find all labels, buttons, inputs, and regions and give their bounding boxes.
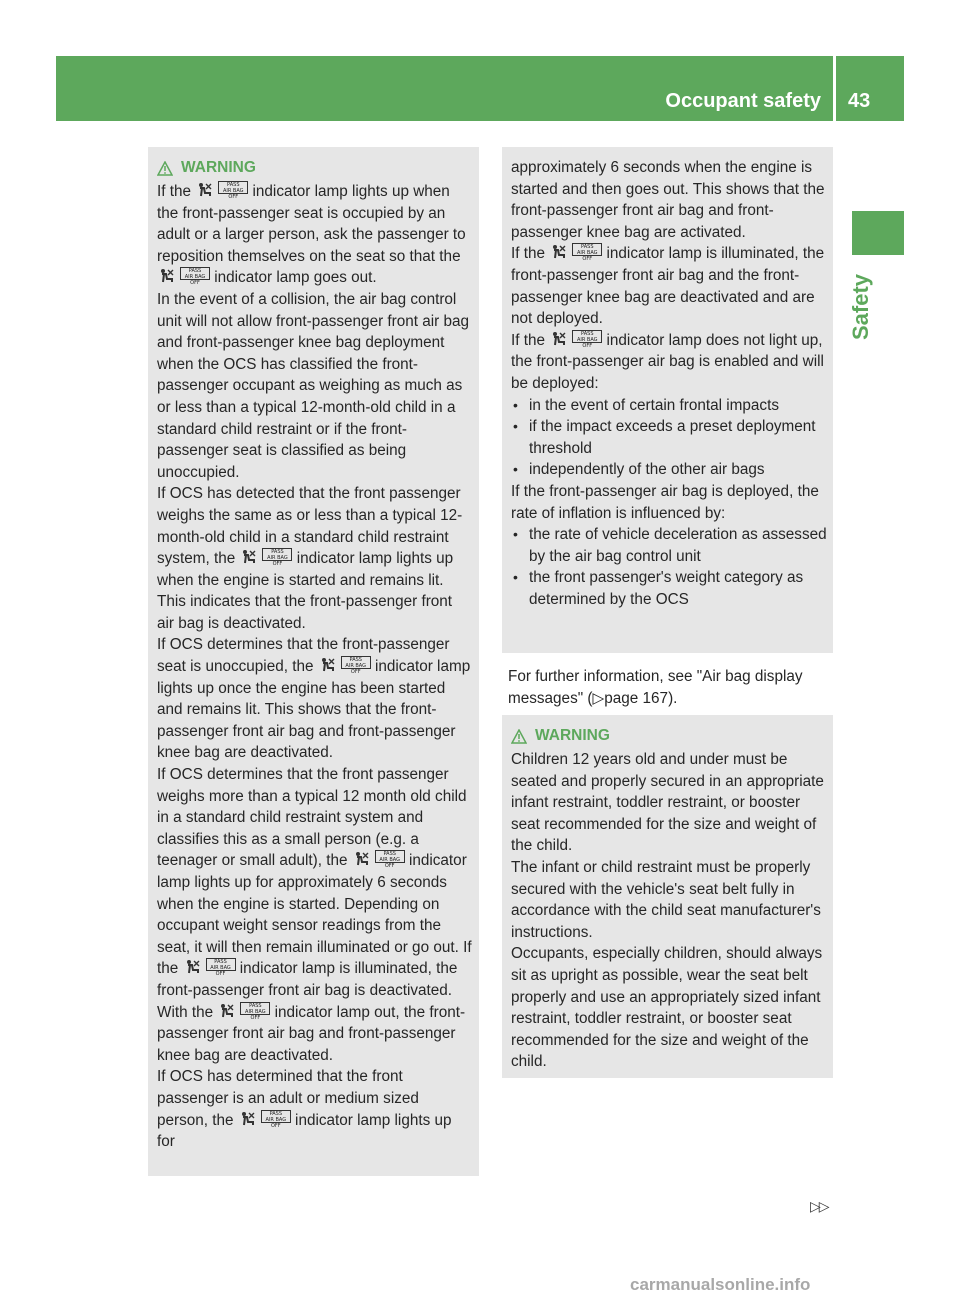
airbag-off-indicator-icon: PASS AIR BAG OFF (238, 1112, 291, 1129)
airbag-off-indicator-icon: PASS AIR BAG OFF (549, 245, 602, 262)
continue-arrows-icon: ▷▷ (810, 1198, 828, 1214)
warning-heading-text: WARNING (535, 727, 610, 744)
page-reference-link[interactable]: page 167). (604, 690, 678, 707)
paragraph: The infant or child restraint must be properly secured with the vehicle's seat belt fully in accordance with the child seat manufacturer's instructions. (511, 858, 821, 941)
page-number: 43 (848, 90, 871, 112)
paragraph: If the front-passenger air bag is deployed, the rate of inflation is influenced by: (511, 482, 819, 522)
header-bar (56, 56, 833, 121)
paragraph: If OCS determines that the front-passenger seat is unoccupied, the PASS AIR BAG OFF indicator lamp lights up once the engine has been started and remains lit. This shows that the front-passenger front air bag and front-passenger knee bag are deactivated. (157, 636, 471, 762)
warning-heading (511, 725, 827, 747)
paragraph: If OCS has determined that the front passenger is an adult or medium sized person, the PASS AIR BAG OFF indicator lamp lights up for (157, 1068, 452, 1151)
paragraph: If the PASS AIR BAG OFF indicator lamp is illuminated, the front-passenger front air bag and the front-passenger knee bag are deactivated and are not deployed. (511, 244, 825, 328)
page-ref-arrow-icon: ▷ (592, 690, 605, 707)
warning-panel-continued (502, 147, 833, 653)
paragraph: If OCS has detected that the front passenger weighs the same as or less than a typical 12-month-old child in a standard child restraint system, the PASS AIR BAG OFF indicator lamp lights up when the engine is started and remains lit. This indicates that the front-passenger front air bag is deactivated. (157, 485, 463, 632)
section-label: Safety (848, 273, 873, 340)
watermark: carmanualsonline.info (630, 1275, 811, 1294)
bullet-list (511, 395, 827, 481)
airbag-off-indicator-icon: PASS AIR BAG OFF (217, 1004, 270, 1021)
warning-triangle-icon (511, 729, 527, 744)
paragraph: If the PASS AIR BAG OFF indicator lamp does not light up, the front-passenger air bag is enabled and will be deployed: (511, 330, 824, 392)
page-title: Occupant safety (665, 90, 821, 112)
airbag-off-indicator-icon: PASS AIR BAG OFF (318, 658, 371, 675)
paragraph: If OCS determines that the front passenger weighs more than a typical 12 month old child in a standard child restraint system and classifies this as a small person (e.g. a teenager or small adult), the PASS AIR BAG OFF indicator lamp lights up for approximately 6 seconds when the engine is started. Depending on occupant weight sensor readings from the seat, it will then remain illuminated or go out. If the PASS AIR BAG OFF indicator lamp is illuminated, the front-passenger front air bag is deactivated. With the PASS AIR BAG OFF indicator lamp out, the front-passenger front air bag and front-passenger knee bag are deactivated. (157, 766, 472, 1064)
airbag-off-indicator-icon: PASS AIR BAG OFF (183, 960, 236, 977)
paragraph: If the PASS AIR BAG OFF indicator lamp lights up when the front-passenger seat is occupied by an adult or a larger person, ask the passenger to reposition themselves on the seat so that the PASS AIR BAG OFF indicator lamp goes out. (157, 182, 466, 287)
cross-reference-text: For further information, see "Air bag display messages" (▷page 167). (508, 668, 803, 707)
warning-heading (157, 157, 473, 179)
warning-panel-left (148, 147, 479, 1176)
airbag-off-indicator-icon: PASS AIR BAG OFF (549, 332, 602, 349)
airbag-off-indicator-icon: PASS AIR BAG OFF (195, 183, 248, 200)
paragraph: approximately 6 seconds when the engine is started and then goes out. This shows that the front-passenger front air bag and front-passenger knee bag are activated. (511, 159, 825, 241)
warning-triangle-icon (157, 161, 173, 176)
paragraph: In the event of a collision, the air bag control unit will not allow front-passenger front air bag and front-passenger knee bag deployment when the OCS has classified the front-passenger occupant as weighing as much as or less than a typical 12-month-old child in a standard child restraint or if the front-passenger seat is classified as being unoccupied. (157, 290, 470, 481)
list-item: • independently of the other air bags (511, 459, 827, 481)
airbag-off-indicator-icon: PASS AIR BAG OFF (352, 852, 405, 869)
list-item: • in the event of certain frontal impacts (511, 395, 827, 417)
list-item: • the rate of vehicle deceleration as assessed by the air bag control unit (511, 524, 827, 567)
airbag-off-indicator-icon: PASS AIR BAG OFF (157, 269, 210, 286)
airbag-off-indicator-icon: PASS AIR BAG OFF (239, 550, 292, 567)
section-marker (852, 211, 904, 255)
list-item: • the front passenger's weight category as determined by the OCS (511, 567, 827, 610)
warning-panel-right (502, 715, 833, 1078)
page-number-box (836, 56, 904, 121)
bullet-list (511, 524, 827, 610)
paragraph: Children 12 years old and under must be seated and properly secured in an appropriate infant restraint, toddler restraint, or booster seat recommended for the size and weight of the child. (511, 751, 824, 855)
list-item: • if the impact exceeds a preset deployment threshold (511, 416, 827, 459)
paragraph: Occupants, especially children, should always sit as upright as possible, wear the seat belt properly and use an appropriately sized infant restraint, toddler restraint, or booster seat recommended for the size and weight of the child. (511, 945, 823, 1071)
warning-heading-text: WARNING (181, 159, 256, 176)
